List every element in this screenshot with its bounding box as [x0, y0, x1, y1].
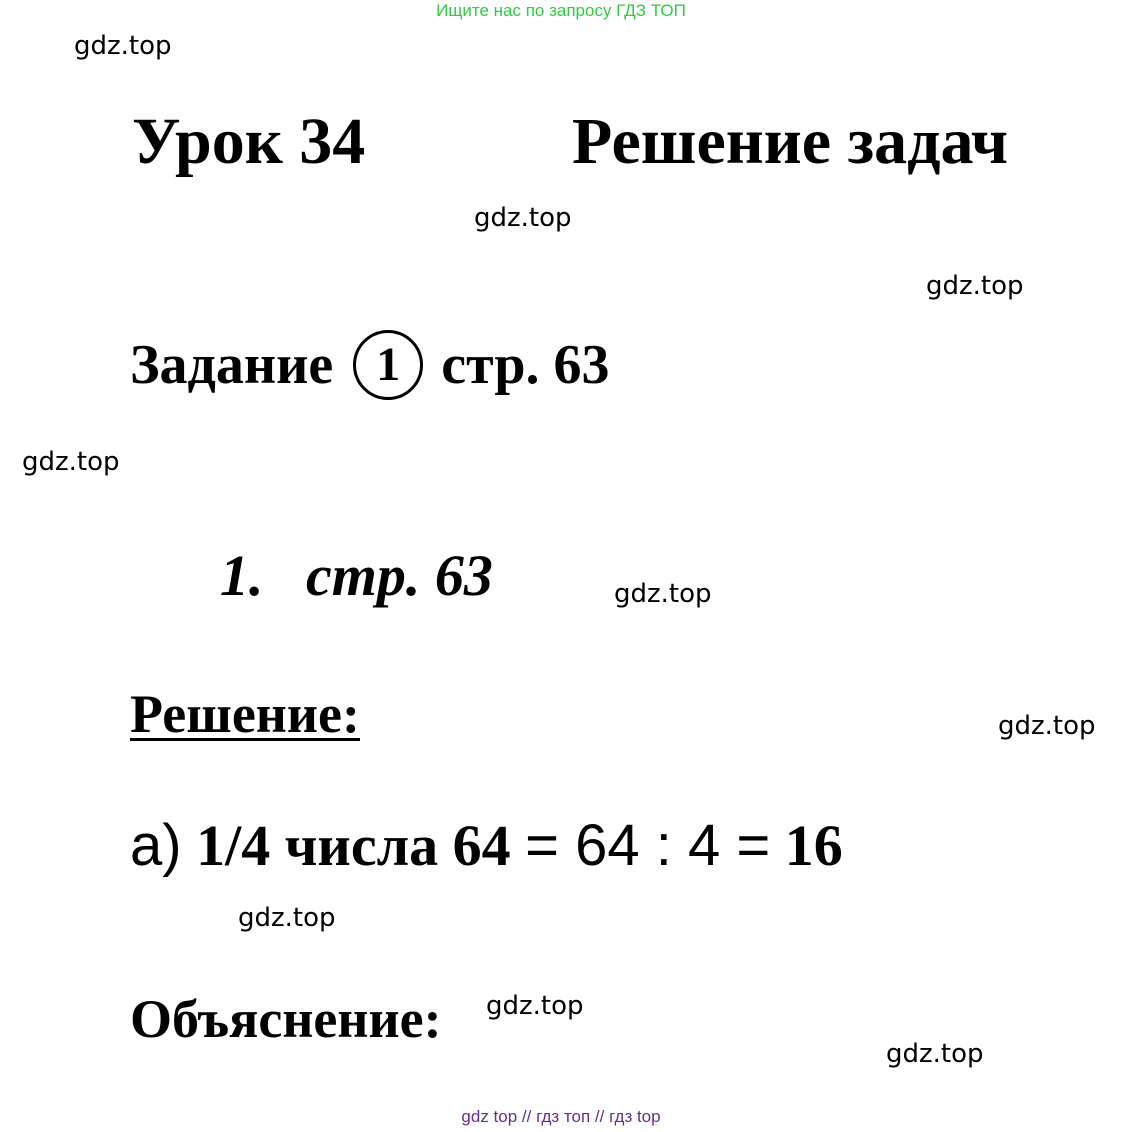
task-heading [130, 330, 609, 400]
watermark: gdz.top [474, 203, 572, 233]
footer-links[interactable]: gdz top // гдз топ // гдз top [461, 1107, 661, 1126]
watermark: gdz.top [486, 991, 584, 1021]
solution-heading: Решение: [130, 684, 360, 744]
lesson-title: Урок 34 [132, 105, 366, 178]
watermark: gdz.top [74, 31, 172, 61]
task-number-circle: 1 [353, 330, 423, 400]
watermark: gdz.top [238, 903, 336, 933]
answer-expression: 1/4 числа 64 [196, 813, 511, 878]
watermark: gdz.top [886, 1039, 984, 1069]
exercise-heading [220, 540, 493, 612]
watermark: gdz.top [22, 447, 120, 477]
watermark: gdz.top [614, 579, 712, 609]
exercise-page: стр. 63 [306, 543, 493, 608]
task-page: стр. 63 [441, 334, 610, 396]
answer-prefix: а) [130, 813, 182, 878]
watermark: gdz.top [926, 271, 1024, 301]
task-label: Задание [130, 334, 334, 396]
answer-result: 16 [784, 813, 843, 878]
lesson-topic: Решение задач [572, 105, 1009, 178]
top-banner[interactable]: Ищите нас по запросу ГДЗ ТОП [436, 1, 686, 20]
watermark: gdz.top [998, 711, 1096, 741]
solution-answer [130, 810, 843, 882]
explanation-heading: Объяснение: [130, 989, 442, 1049]
exercise-number: 1. [220, 543, 264, 608]
answer-operation: = 64 : 4 = [525, 813, 771, 878]
